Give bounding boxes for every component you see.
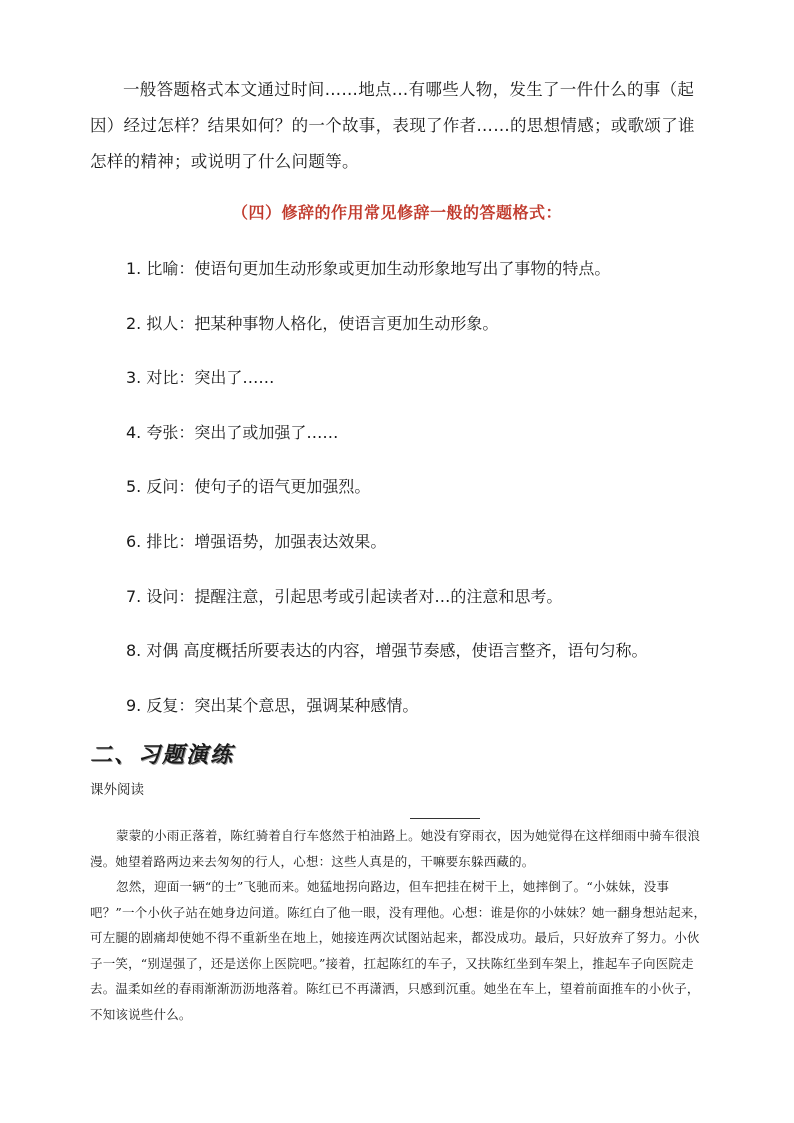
rhetoric-item-5: 5. 反问：使句子的语气更加强烈。 bbox=[126, 477, 371, 496]
section-2-heading: 二、习题演练 bbox=[90, 742, 235, 768]
rhetoric-item-8: 8. 对偶 高度概括所要表达的内容，增强节奏感，使语言整齐，语句匀称。 bbox=[126, 641, 648, 660]
rhetoric-item-9: 9. 反复：突出某个意思，强调某种感情。 bbox=[126, 696, 419, 715]
sub-label: 课外阅读 bbox=[90, 782, 144, 798]
rhetoric-item-2: 2. 拟人：把某种事物人格化，使语言更加生动形象。 bbox=[126, 314, 499, 333]
rhetoric-item-3: 3. 对比：突出了…… bbox=[126, 368, 275, 387]
rhetoric-item-1: 1. 比喻：使语句更加生动形象或更加生动形象地写出了事物的特点。 bbox=[126, 259, 611, 278]
section-4-heading: （四）修辞的作用常见修辞一般的答题格式： bbox=[231, 203, 562, 222]
story-paragraph-2: 忽然，迎面一辆“的士”飞驰而来。她猛地拐向路边，但车把挂在树干上，她摔倒了。“小妹妹，没事吧？”一个小伙子站在她身边问道。陈红白了他一眼，没有理他。心想：谁是你的小妹妹？她一翻身想站起来，可左腿的剧痛却使她不得不重新坐在地上，她接连两次试图站起来，都没成功。最后，只好放弃了努力。小伙子一笑，“别逞强了，还是送你上医院吧。”接着，扛起陈红的车子，又扶陈红坐到车架上，推起车子向医院走去。温柔如丝的春雨渐渐沥沥地落着。陈红已不再潇洒，只感到沉重。她坐在车上，望着前面推车的小伙子，不知该说些什么。 bbox=[90, 879, 707, 1022]
rhetoric-item-7: 7. 设问：提醒注意，引起思考或引起读者对…的注意和思考。 bbox=[126, 587, 563, 606]
story-paragraph-1: 蒙蒙的小雨正落着，陈红骑着自行车悠然于柏油路上。她没有穿雨衣，因为她觉得在这样细雨中骑车很浪漫。她望着路两边来去匆匆的行人，心想：这些人真是的，干嘛要东躲西藏的。 bbox=[90, 828, 701, 869]
rhetoric-item-6: 6. 排比：增强语势，加强表达效果。 bbox=[126, 532, 387, 551]
rhetoric-item-4: 4. 夸张：突出了或加强了…… bbox=[126, 423, 339, 442]
intro-paragraph: 一般答题格式本文通过时间……地点…有哪些人物，发生了一件什么的事（起因）经过怎样？结果如何？的一个故事，表现了作者……的思想情感；或歌颂了谁怎样的精神；或说明了什么问题等。 bbox=[90, 80, 695, 171]
divider bbox=[410, 818, 480, 819]
